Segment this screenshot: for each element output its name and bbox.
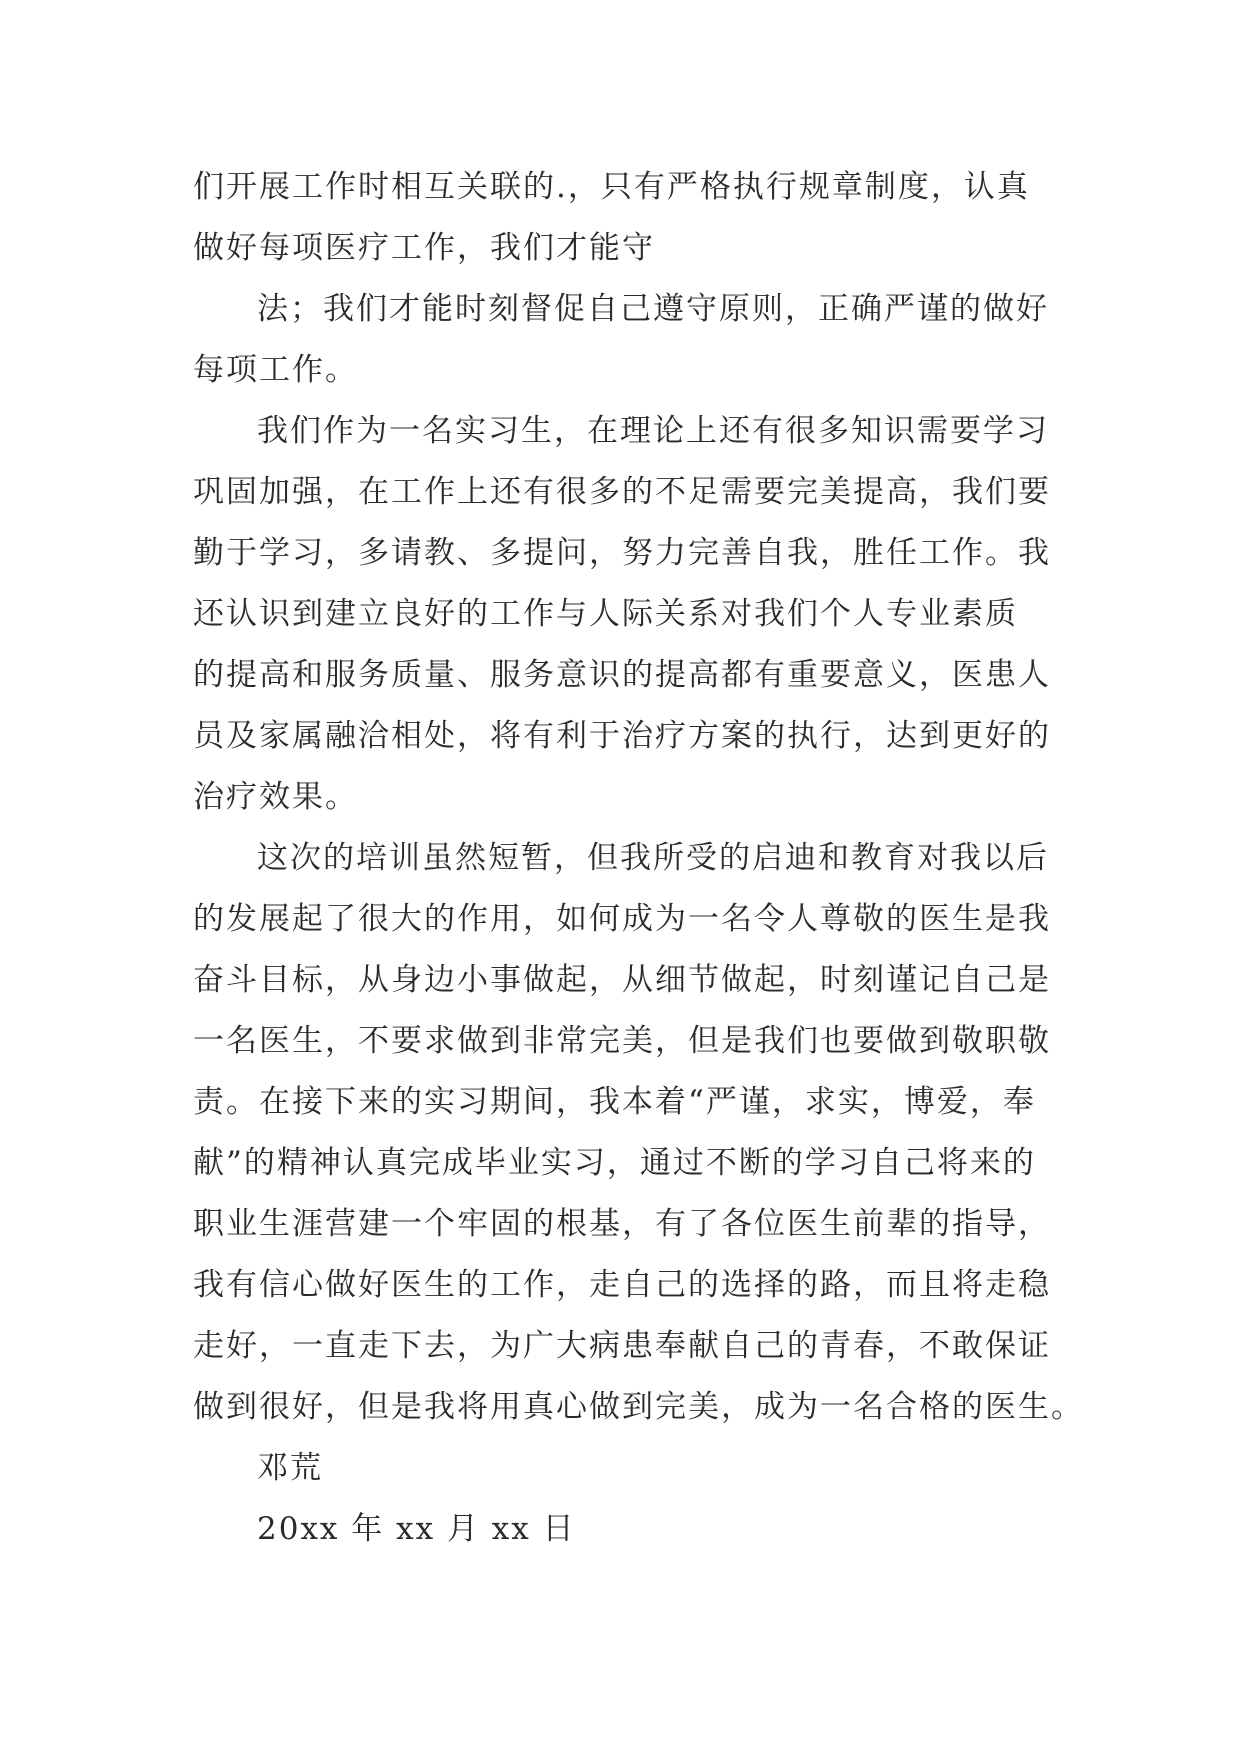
text-line: 们开展工作时相互关联的.，只有严格执行规章制度，认真 bbox=[193, 169, 1030, 205]
signature-name: 邓荒 bbox=[257, 1450, 323, 1486]
text-line: 职业生涯营建一个牢固的根基，有了各位医生前辈的指导， bbox=[193, 1206, 1051, 1242]
text-line: 走好，一直走下去，为广大病患奉献自己的青春，不敢保证 bbox=[193, 1328, 1051, 1364]
text-line: 的提高和服务质量、服务意识的提高都有重要意义，医患人 bbox=[193, 657, 1051, 693]
text-line: 勤于学习，多请教、多提问，努力完善自我，胜任工作。我 bbox=[193, 535, 1051, 571]
text-line: 每项工作。 bbox=[193, 352, 358, 388]
text-line: 我们作为一名实习生，在理论上还有很多知识需要学习 bbox=[257, 413, 1049, 449]
text-line: 献”的精神认真完成毕业实习，通过不断的学习自己将来的 bbox=[193, 1145, 1036, 1181]
text-line: 治疗效果。 bbox=[193, 779, 358, 815]
text-line: 员及家属融洽相处，将有利于治疗方案的执行，达到更好的 bbox=[193, 718, 1051, 754]
text-line: 我有信心做好医生的工作，走自己的选择的路，而且将走稳 bbox=[193, 1267, 1051, 1303]
text-line: 的发展起了很大的作用，如何成为一名令人尊敬的医生是我 bbox=[193, 901, 1051, 937]
text-line: 奋斗目标，从身边小事做起，从细节做起，时刻谨记自己是 bbox=[193, 962, 1051, 998]
text-line: 做好每项医疗工作，我们才能守 bbox=[193, 230, 655, 266]
text-line: 一名医生，不要求做到非常完美，但是我们也要做到敬职敬 bbox=[193, 1023, 1051, 1059]
text-line: 巩固加强，在工作上还有很多的不足需要完美提高，我们要 bbox=[193, 474, 1051, 510]
text-line: 责。在接下来的实习期间，我本着“严谨，求实，博爱，奉 bbox=[193, 1084, 1036, 1120]
document-body bbox=[193, 157, 1084, 1560]
text-line: 做到很好，但是我将用真心做到完美，成为一名合格的医生。 bbox=[193, 1389, 1084, 1425]
signature-date: 20xx 年 xx 月 xx 日 bbox=[257, 1511, 576, 1547]
text-line: 法；我们才能时刻督促自己遵守原则，正确严谨的做好 bbox=[257, 291, 1049, 327]
text-line: 这次的培训虽然短暂，但我所受的启迪和教育对我以后 bbox=[257, 840, 1049, 876]
text-line: 还认识到建立良好的工作与人际关系对我们个人专业素质 bbox=[193, 596, 1018, 632]
